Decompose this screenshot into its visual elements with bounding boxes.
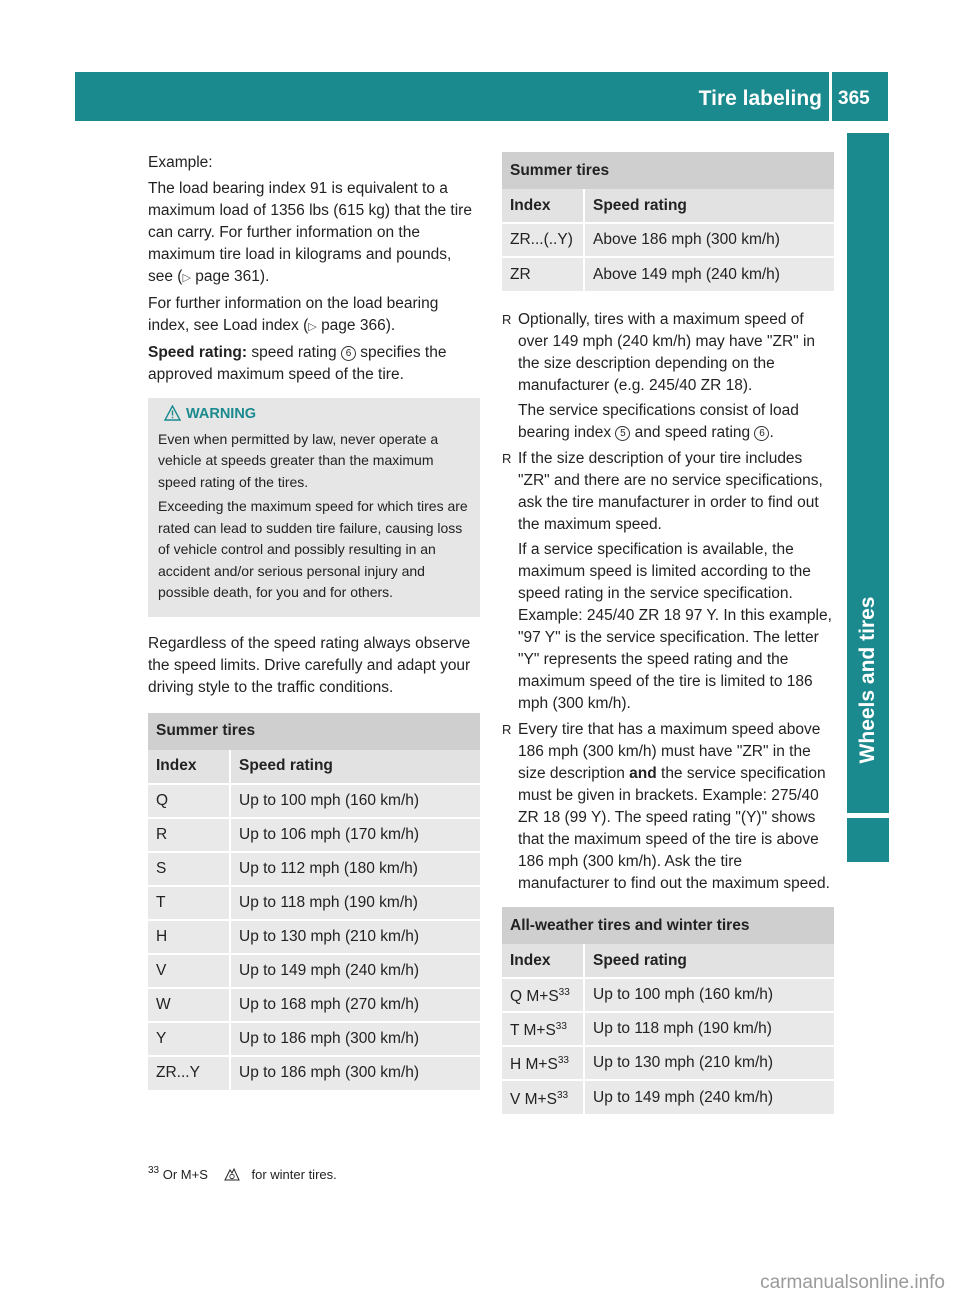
cell-speed: Up to 186 mph (300 km/h) <box>230 1056 480 1090</box>
cell-index: Q <box>148 784 230 818</box>
warning-heading <box>186 404 472 426</box>
table-row <box>148 954 480 988</box>
table-row <box>148 886 480 920</box>
speed-label: Speed rating: <box>148 344 248 361</box>
table-title: Summer tires <box>148 713 480 750</box>
left-column <box>148 152 480 1090</box>
table-title: Summer tires <box>502 152 834 189</box>
list-item <box>502 309 834 444</box>
cell-speed: Up to 168 mph (270 km/h) <box>230 988 480 1022</box>
list-item <box>502 448 834 715</box>
cell-speed: Up to 100 mph (160 km/h) <box>230 784 480 818</box>
table-row <box>148 818 480 852</box>
example-paragraph <box>148 178 480 289</box>
cell-speed: Up to 100 mph (160 km/h) <box>584 978 834 1012</box>
footnote-text-a: Or M+S <box>159 1167 212 1182</box>
col-header-speed: Speed rating <box>584 189 834 223</box>
cell-speed: Up to 106 mph (170 km/h) <box>230 818 480 852</box>
side-tab-label: Wheels and tires <box>856 596 879 764</box>
bullet-text-part: Every tire that has a maximum speed above 186 mph (300 km/h) must have "ZR" in the size description <box>518 721 821 782</box>
warning-text-2: Exceeding the maximum speed for which tires are rated can lead to sudden tire failure, causing loss of vehicle control and possibly resulting in an accident and/or serious personal injury and possible death, for you and for others. <box>158 498 468 600</box>
cell-speed: Above 186 mph (300 km/h) <box>584 223 834 257</box>
example-end: ). <box>259 268 270 285</box>
cell-index <box>502 1012 584 1046</box>
warning-text-1: Even when permitted by law, never operate a vehicle at speeds greater than the maximum speed rating of the tires. <box>158 430 439 490</box>
mountain-snowflake-icon <box>224 1166 240 1181</box>
bullet-text: If a service specification is available, the maximum speed is limited according to the speed rating in the service specification. Example: 245/40 ZR 18 97 Y. In this example, "97 Y" is the service specification. The letter "Y" represents the speed rating and the maximum speed of the tire is limited to 186 mph (300 km/h). <box>518 541 832 712</box>
marker-6-icon: 6 <box>754 426 769 441</box>
table-row <box>502 223 834 257</box>
cell-index: ZR <box>502 257 584 291</box>
cell-speed: Up to 149 mph (240 km/h) <box>584 1080 834 1114</box>
bullet-text: R If the size description of your tire includes "ZR" and there are no service specifications, ask the tire manufacturer in order to find out the maximum speed. <box>518 450 823 533</box>
bullet-text-part: and speed rating <box>630 424 755 441</box>
table-row <box>502 1046 834 1080</box>
warning-title: WARNING <box>186 406 257 422</box>
marker-6-icon: 6 <box>341 346 356 361</box>
speed-text-b: specifies the approved maximum speed of the tire. <box>148 344 447 383</box>
cell-speed: Up to 112 mph (180 km/h) <box>230 852 480 886</box>
col-header-speed: Speed rating <box>230 750 480 784</box>
cell-speed: Above 149 mph (240 km/h) <box>584 257 834 291</box>
cell-index: H <box>148 920 230 954</box>
cell-index: Y <box>148 1022 230 1056</box>
table-row <box>502 1080 834 1114</box>
footnote-text-b: for winter tires. <box>251 1167 337 1182</box>
summer-tires-table <box>148 713 480 1090</box>
footnote <box>148 1165 337 1182</box>
side-tab-marker <box>847 818 889 862</box>
example-label: Example: <box>148 154 213 171</box>
marker-5-icon: 5 <box>615 426 630 441</box>
cell-index: W <box>148 988 230 1022</box>
bullet-text-part: the service specification must be given in brackets. Example: 275/40 ZR 18 (99 Y). The speed rating "(Y)" shows that the maximum speed of the tire is above 186 mph (300 km/h). Ask the tire manufacturer to find out the maximum speed. <box>518 765 830 892</box>
table-row <box>148 1056 480 1090</box>
table-row <box>148 920 480 954</box>
further-end: ). <box>385 317 396 334</box>
further-text: For further information on the load bearing index, see Load index ( <box>148 295 439 334</box>
all-weather-winter-table <box>502 907 834 1114</box>
page-title: Tire labeling <box>698 87 822 110</box>
bullet-bold: and <box>629 765 657 782</box>
cell-index-text: V M+S <box>510 1090 557 1108</box>
bullet-list <box>502 309 834 895</box>
cell-speed: Up to 118 mph (190 km/h) <box>584 1012 834 1046</box>
bullet-text <box>518 719 834 895</box>
page-ref-arrow-icon: ▷ <box>308 321 317 333</box>
col-header-index: Index <box>502 944 584 978</box>
table-row <box>148 988 480 1022</box>
footnote-ref: 33 <box>556 1089 569 1101</box>
further-paragraph <box>148 293 480 338</box>
col-header-index: Index <box>502 189 584 223</box>
summer-tires-zr-table <box>502 152 834 291</box>
bullet-text: R Optionally, tires with a maximum speed of over 149 mph (240 km/h) may have "ZR" in the size description depending on the manufacturer (e.g. 245/40 ZR 18). <box>518 311 816 394</box>
table-row <box>502 257 834 291</box>
footnote-number: 33 <box>148 1165 160 1176</box>
warning-box <box>148 398 480 617</box>
page-link[interactable]: page 361 <box>195 268 260 285</box>
cell-speed: Up to 130 mph (210 km/h) <box>230 920 480 954</box>
cell-index-text: Q M+S <box>510 988 559 1005</box>
table-title: All-weather tires and winter tires <box>502 907 834 944</box>
col-header-index: Index <box>148 750 230 784</box>
cell-index: R <box>148 818 230 852</box>
speed-text-a: speed rating <box>247 344 341 361</box>
header-separator <box>829 72 832 121</box>
footnote-ref: 33 <box>558 987 570 998</box>
col-header-speed: Speed rating <box>584 944 834 978</box>
speed-paragraph <box>148 342 480 386</box>
cell-index-text: T M+S <box>510 1022 556 1039</box>
cell-index: V <box>148 954 230 988</box>
example-text: The load bearing index 91 is equivalent to a maximum load of 1356 lbs (615 kg) that the tire can carry. For further information on the maximum tire load in kilograms and pounds, see ( <box>148 180 472 285</box>
cell-index: T <box>148 886 230 920</box>
table-row <box>502 1012 834 1046</box>
table-row <box>502 978 834 1012</box>
side-tab-label-wrap <box>847 560 889 800</box>
right-column <box>502 152 834 1114</box>
table-row <box>148 784 480 818</box>
warning-triangle-icon <box>164 405 181 421</box>
cell-speed: Up to 149 mph (240 km/h) <box>230 954 480 988</box>
cell-index: S <box>148 852 230 886</box>
bullet-text <box>518 400 834 444</box>
table-row <box>148 852 480 886</box>
table-row <box>148 1022 480 1056</box>
list-item <box>502 719 834 895</box>
cell-index <box>502 1080 584 1114</box>
watermark: carmanualsonline.info <box>760 1272 945 1293</box>
cell-speed: Up to 118 mph (190 km/h) <box>230 886 480 920</box>
cell-index: ZR...(..Y) <box>502 223 584 257</box>
regardless-paragraph: Regardless of the speed rating always observe the speed limits. Drive carefully and adapt your driving style to the traffic conditions. <box>148 634 471 696</box>
page-number: 365 <box>838 88 870 109</box>
cell-speed: Up to 130 mph (210 km/h) <box>584 1046 834 1080</box>
footnote-ref: 33 <box>555 1021 567 1032</box>
bullet-text-part: . <box>769 424 774 441</box>
cell-index <box>502 978 584 1012</box>
bullet-text-part: The service specifications consist of load bearing index <box>518 402 799 441</box>
page-link[interactable]: page 366 <box>321 317 386 334</box>
page-ref-arrow-icon: ▷ <box>182 272 191 284</box>
cell-index-text: H M+S <box>510 1056 558 1073</box>
cell-index <box>502 1046 584 1080</box>
cell-speed: Up to 186 mph (300 km/h) <box>230 1022 480 1056</box>
cell-index: ZR...Y <box>148 1056 230 1090</box>
footnote-ref: 33 <box>557 1055 569 1066</box>
